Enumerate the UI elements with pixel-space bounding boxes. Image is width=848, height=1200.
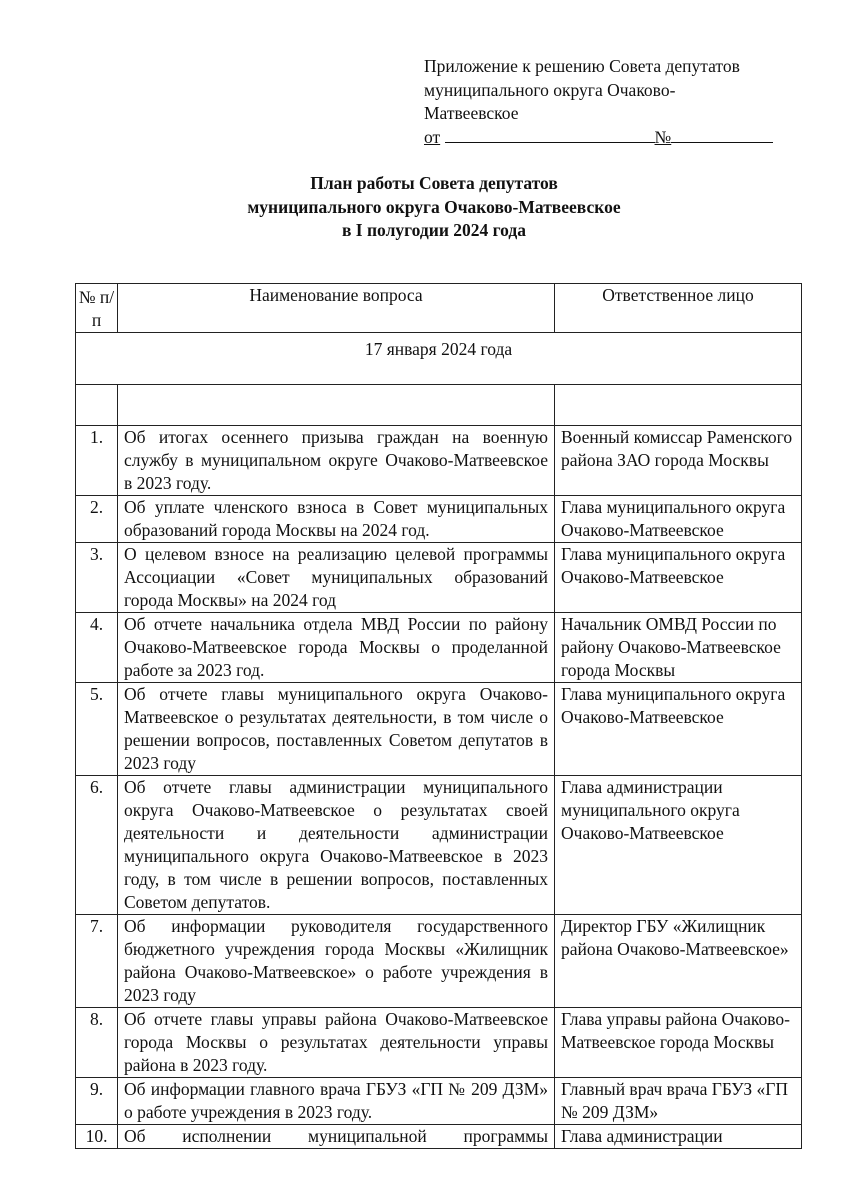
row-number: 1. — [76, 426, 118, 496]
table-row — [76, 543, 802, 613]
row-responsible: Директор ГБУ «Жилищник района Очаково-Матвеевское» — [555, 915, 802, 1008]
row-question: Об информации руководителя государственного бюджетного учреждения города Москвы «Жилищник района Очаково-Матвеевское» о работе учреждения в 2023 году — [118, 915, 555, 1008]
row-question: Об исполнении муниципальной программы — [118, 1125, 555, 1149]
appendix-line-2: муниципального округа Очаково- — [424, 79, 676, 100]
appendix-date-number-line — [424, 126, 804, 150]
appendix-line-1: Приложение к решению Совета депутатов — [424, 56, 740, 76]
appendix-block — [424, 55, 804, 149]
row-responsible: Глава администрации муниципального округа Очаково-Матвеевское — [555, 776, 802, 915]
table-row — [76, 426, 802, 496]
row-number: 3. — [76, 543, 118, 613]
row-number: 10. — [76, 1125, 118, 1149]
row-responsible: Глава управы района Очаково-Матвеевское города Москвы — [555, 1008, 802, 1078]
table-header-row — [76, 284, 802, 333]
table-row — [76, 1008, 802, 1078]
row-responsible: Глава муниципального округа Очаково-Матвеевское — [555, 683, 802, 776]
row-question: Об отчете главы администрации муниципального округа Очаково-Матвеевское о результатах своей деятельности и деятельности администрации муниципального округа Очаково-Матвеевское в 2023 году, в том числе в решении вопросов, поставленных Советом депутатов. — [118, 776, 555, 915]
header-question: Наименование вопроса — [118, 284, 555, 333]
table-row — [76, 1078, 802, 1125]
row-question: Об итогах осеннего призыва граждан на военную службу в муниципальном округе Очаково-Матвеевское в 2023 году. — [118, 426, 555, 496]
title-line-2: муниципального округа Очаково-Матвеевское — [247, 196, 621, 217]
header-responsible: Ответственное лицо — [555, 284, 802, 333]
row-question: О целевом взносе на реализацию целевой программы Ассоциации «Совет муниципальных образований города Москвы» на 2024 год — [118, 543, 555, 613]
row-question: Об отчете главы управы района Очаково-Матвеевское города Москвы о результатах деятельности управы района в 2023 году. — [118, 1008, 555, 1078]
row-number: 2. — [76, 496, 118, 543]
table-row — [76, 915, 802, 1008]
title-line-3: в I полугодии 2024 года — [341, 220, 527, 240]
row-question: Об уплате членского взноса в Совет муниципальных образований города Москвы на 2024 год. — [118, 496, 555, 543]
row-number: 4. — [76, 613, 118, 683]
row-responsible: Глава администрации — [555, 1125, 802, 1149]
table-row — [76, 776, 802, 915]
spacer-row — [76, 385, 802, 426]
table-row — [76, 683, 802, 776]
row-number: 9. — [76, 1078, 118, 1125]
row-responsible: Начальник ОМВД России по району Очаково-Матвеевское города Москвы — [555, 613, 802, 683]
spacer-cell-num — [76, 385, 118, 426]
appendix-line-3: Матвеевское — [424, 103, 519, 123]
spacer-cell-responsible — [555, 385, 802, 426]
table-row — [76, 613, 802, 683]
row-number: 7. — [76, 915, 118, 1008]
table-row — [76, 496, 802, 543]
row-number: 8. — [76, 1008, 118, 1078]
header-number: № п/п — [76, 284, 118, 333]
date-row — [76, 333, 802, 385]
spacer-cell-question — [118, 385, 555, 426]
row-number: 6. — [76, 776, 118, 915]
work-plan-table — [75, 283, 802, 1149]
table-row — [76, 1125, 802, 1149]
from-label: от — [424, 126, 441, 147]
row-responsible: Глава муниципального округа Очаково-Матвеевское — [555, 496, 802, 543]
title-line-1: План работы Совета депутатов — [310, 173, 558, 193]
row-number: 5. — [76, 683, 118, 776]
row-question: Об отчете главы муниципального округа Очаково-Матвеевское о результатах деятельности, в том числе о решении вопросов, поставленных Советом депутатов в 2023 году — [118, 683, 555, 776]
number-label: № — [654, 126, 672, 147]
meeting-date: 17 января 2024 года — [76, 333, 802, 385]
document-title — [0, 172, 848, 243]
date-blank — [445, 126, 655, 143]
row-question: Об отчете начальника отдела МВД России по району Очаково-Матвеевское города Москвы о проделанной работе за 2023 год. — [118, 613, 555, 683]
row-question: Об информации главного врача ГБУЗ «ГП № 209 ДЗМ» о работе учреждения в 2023 году. — [118, 1078, 555, 1125]
row-responsible: Главный врач врача ГБУЗ «ГП № 209 ДЗМ» — [555, 1078, 802, 1125]
row-responsible: Глава муниципального округа Очаково-Матвеевское — [555, 543, 802, 613]
row-responsible: Военный комиссар Раменского района ЗАО города Москвы — [555, 426, 802, 496]
number-blank — [671, 126, 773, 143]
